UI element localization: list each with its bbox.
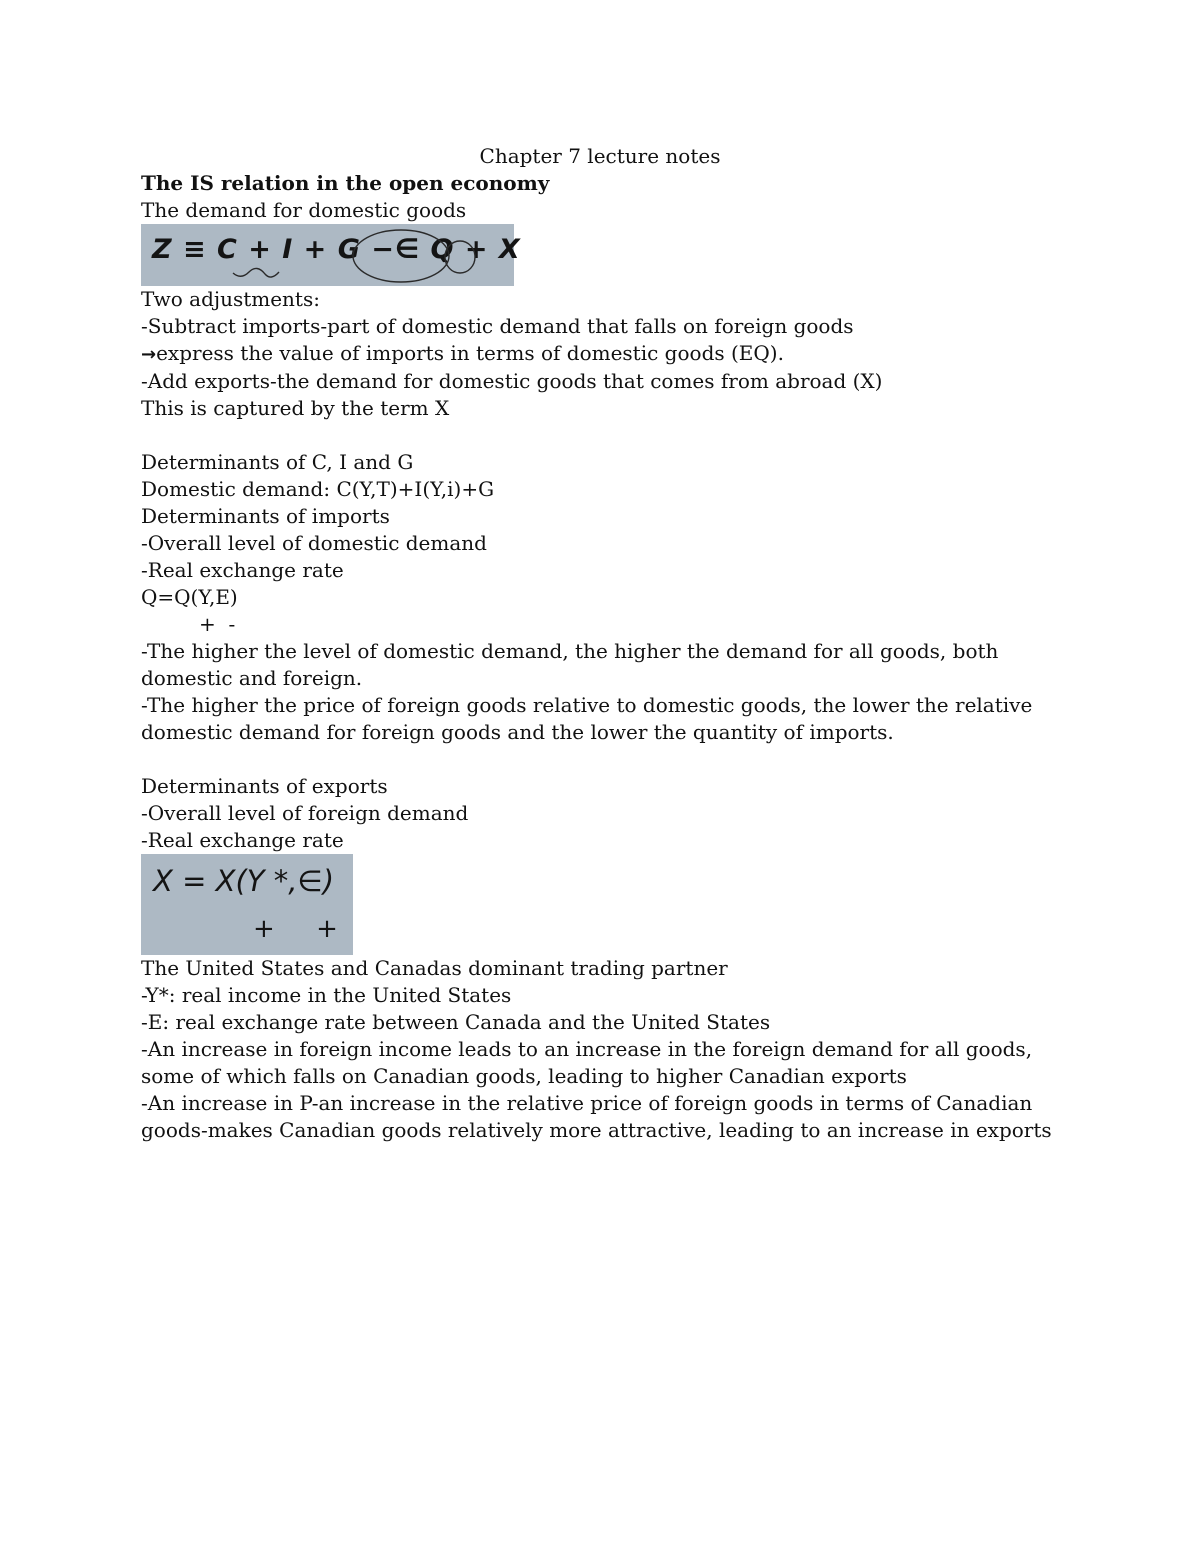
demand-formula-image [141, 224, 521, 286]
exports-formula-signs: + + [253, 914, 338, 944]
exports-paragraph-2: -An increase in P-an increase in the relative price of foreign goods in terms of Canadian goods-makes Canadian goods relatively more attractive, leading to an increase in exports [141, 1091, 1052, 1142]
domestic-header: Determinants of C, I and G [141, 450, 414, 474]
imports-paragraph-2: -The higher the price of foreign goods relative to domestic goods, the lower the relative domestic demand for foreign goods and the lower the quantity of imports. [141, 693, 1033, 744]
imports-paragraph-1: -The higher the level of domestic demand, the higher the demand for all goods, both domestic and foreign. [141, 639, 999, 690]
adjustments-header: Two adjustments: [141, 287, 320, 311]
exports-paragraph-1: -An increase in foreign income leads to an increase in the foreign demand for all goods, some of which falls on Canadian goods, leading to higher Canadian exports [141, 1037, 1033, 1088]
domestic-demand: Domestic demand: C(Y,T)+I(Y,i)+G [141, 477, 495, 501]
adjustment-add: -Add exports-the demand for domestic goods that comes from abroad (X) [141, 369, 883, 393]
section-heading: The IS relation in the open economy [141, 171, 550, 195]
adjustment-express [141, 340, 1066, 368]
e-definition: -E: real exchange rate between Canada and the United States [141, 1010, 771, 1034]
intro-line: The demand for domestic goods [141, 198, 467, 222]
exports-formula-text: X = X(Y *,∈) [153, 864, 335, 898]
imports-header: Determinants of imports [141, 504, 390, 528]
exports-header: Determinants of exports [141, 774, 388, 798]
document-body [141, 170, 1066, 1144]
handwritten-annotation [141, 224, 514, 286]
imports-item-2: -Real exchange rate [141, 558, 344, 582]
trading-partner-line: The United States and Canadas dominant trading partner [141, 956, 728, 980]
exports-item-2: -Real exchange rate [141, 828, 344, 852]
demand-formula-text: Z ≡ C + I + G −∈ Q + X [152, 234, 521, 265]
imports-equation: Q=Q(Y,E) [141, 585, 238, 609]
arrow-right-icon: → [141, 344, 157, 365]
adjustment-express-text: express the value of imports in terms of domestic goods (EQ). [156, 341, 784, 365]
blank-line [141, 422, 1066, 449]
imports-signs: + - [199, 612, 236, 636]
exports-formula-image [141, 854, 353, 955]
imports-item-1: -Overall level of domestic demand [141, 531, 487, 555]
adjustment-subtract: -Subtract imports-part of domestic demand that falls on foreign goods [141, 314, 854, 338]
page-title: Chapter 7 lecture notes [479, 144, 721, 168]
blank-line [141, 746, 1066, 773]
ystar-definition: -Y*: real income in the United States [141, 983, 512, 1007]
exports-item-1: -Overall level of foreign demand [141, 801, 469, 825]
adjustment-captured: This is captured by the term X [141, 396, 450, 420]
